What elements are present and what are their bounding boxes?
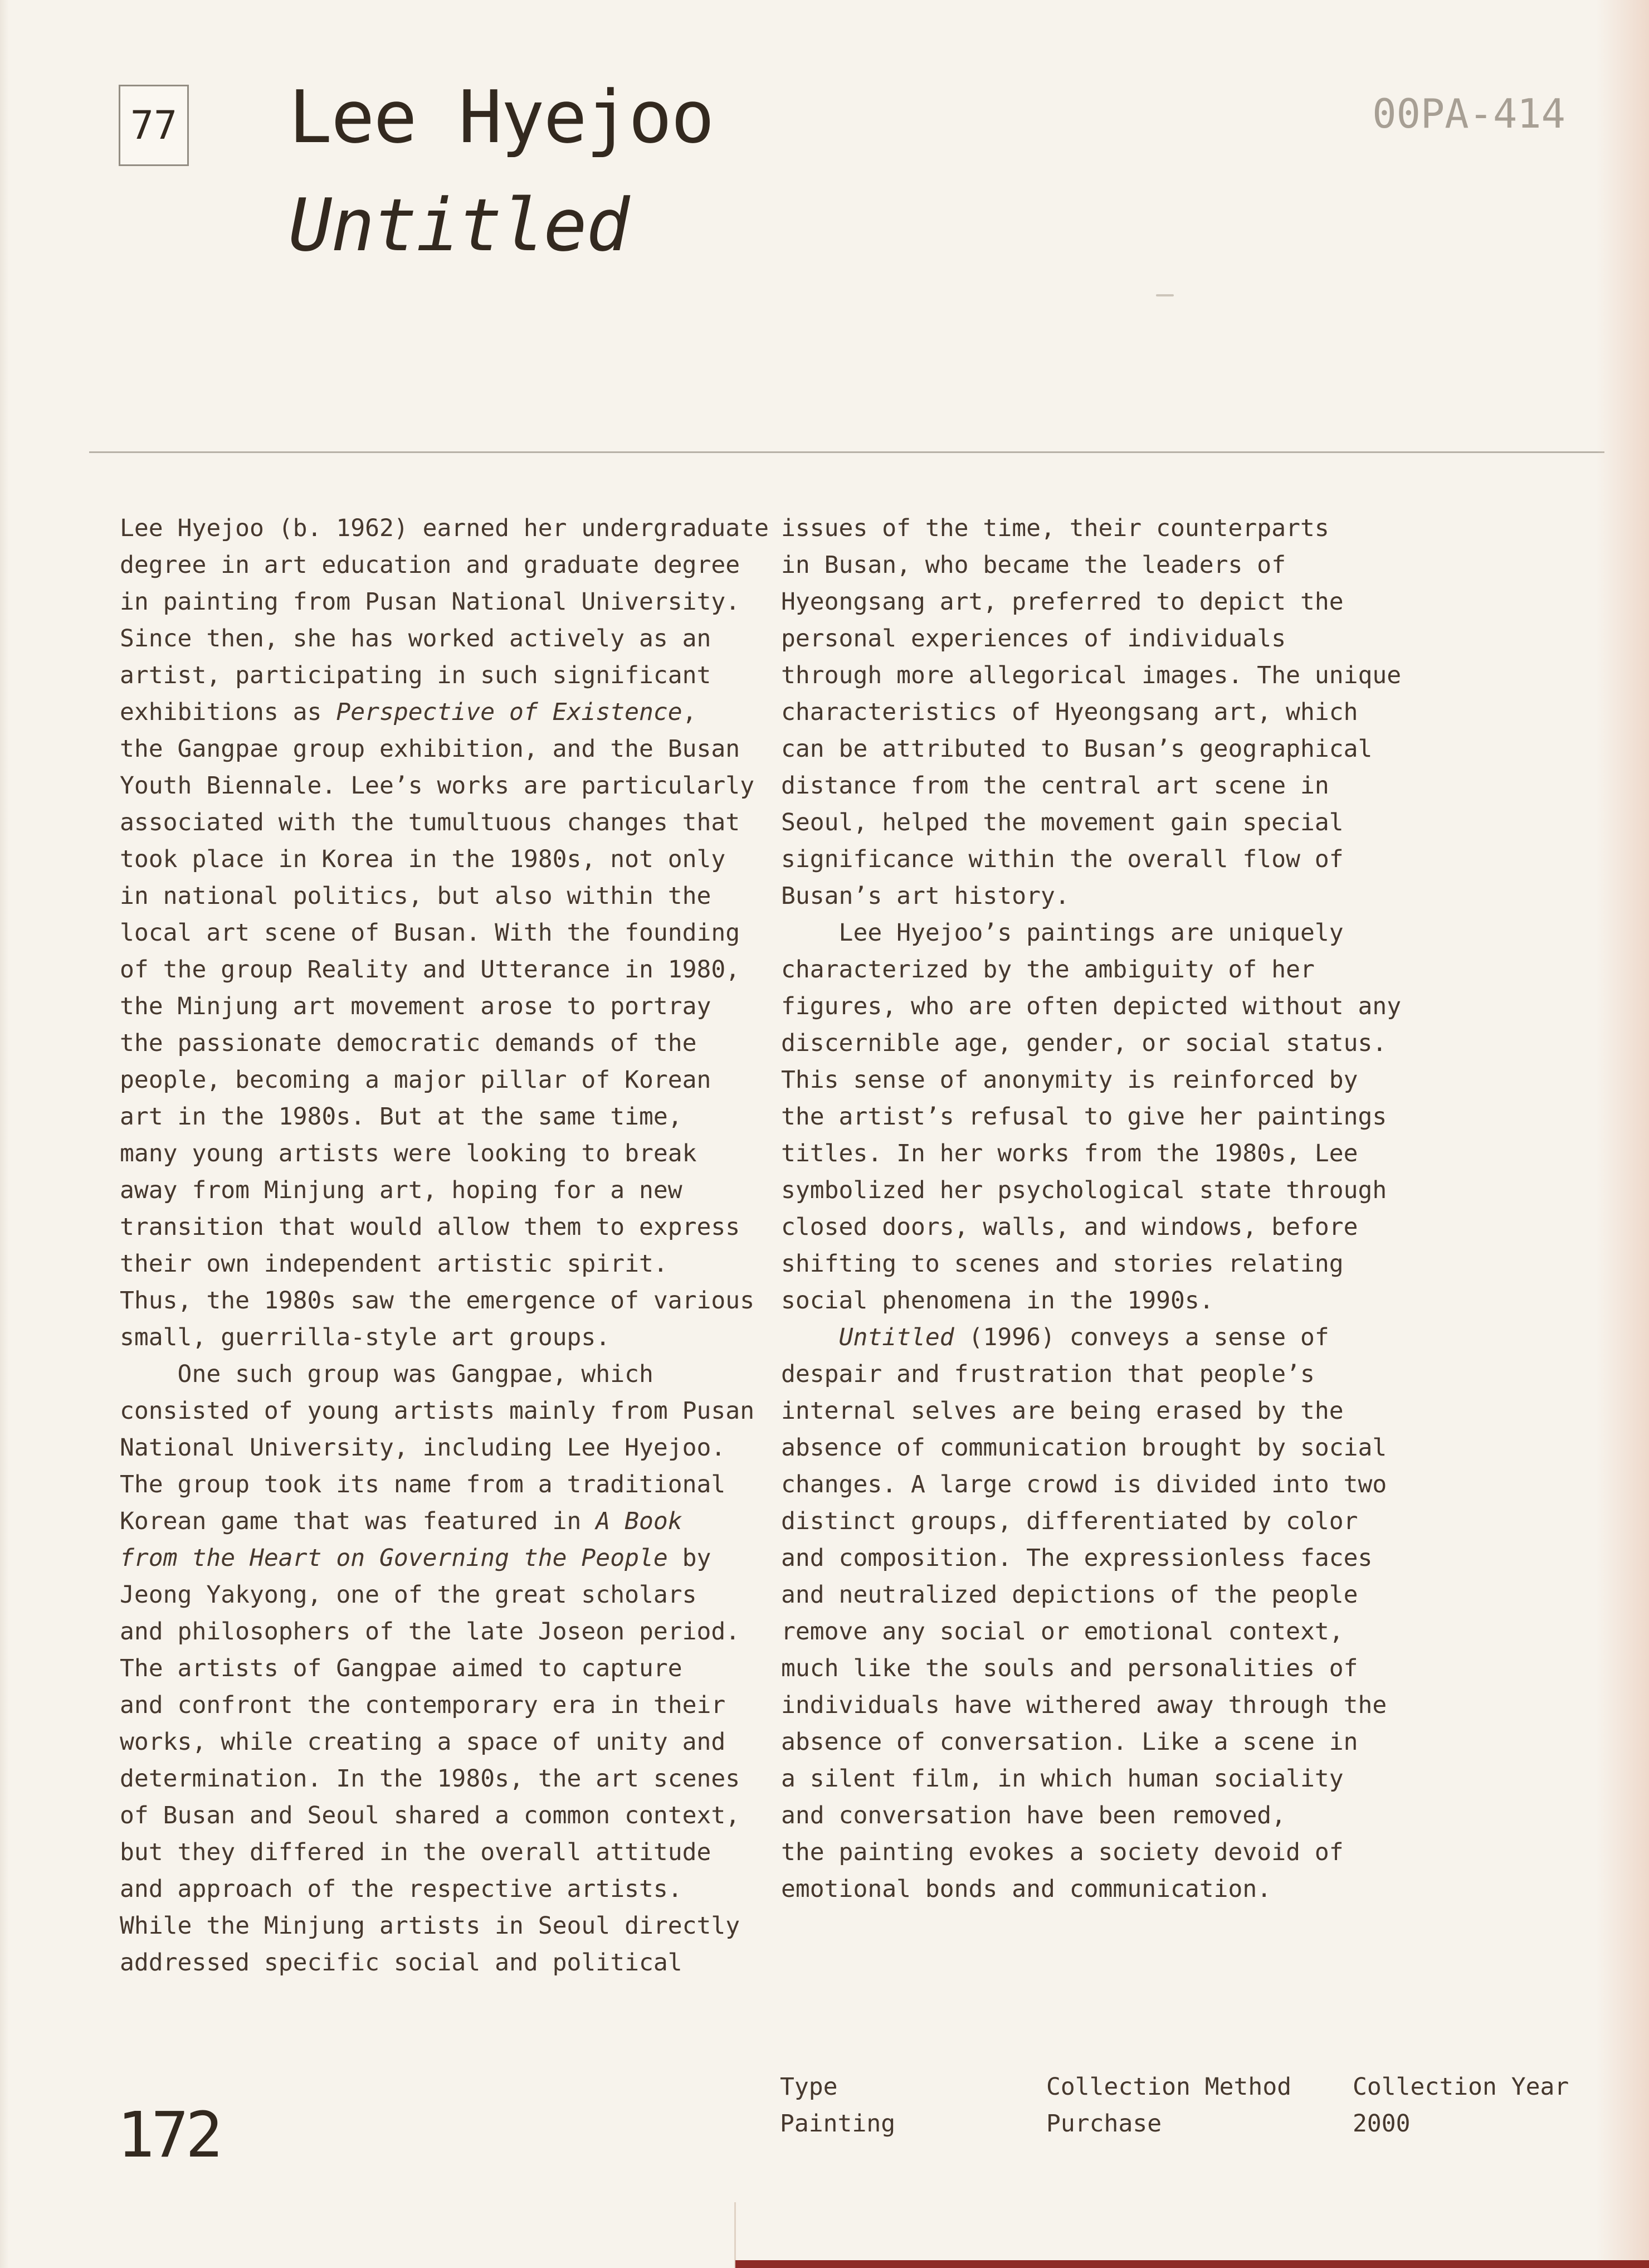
text-line: shifting to scenes and stories relating	[781, 1250, 1344, 1278]
text-line: National University, including Lee Hyejoo.	[120, 1434, 726, 1462]
text-line: symbolized her psychological state through	[781, 1176, 1387, 1204]
text-line: much like the souls and personalities of	[781, 1654, 1358, 1682]
metadata-collection-method-value: Purchase	[1046, 2110, 1162, 2138]
metadata-collection-method-label: Collection Method	[1046, 2073, 1292, 2101]
text-line: emotional bonds and communication.	[781, 1875, 1272, 1903]
text-line: Untitled (1996) conveys a sense of	[838, 1323, 1329, 1351]
text-line: consisted of young artists mainly from Pusan	[120, 1397, 755, 1425]
text-line: in national politics, but also within the	[120, 882, 711, 910]
essay-right-column	[781, 510, 1401, 1907]
essay-left-column	[120, 510, 769, 1981]
text-line: and conversation have been removed,	[781, 1802, 1286, 1829]
artist-name: Lee Hyejoo	[289, 75, 714, 159]
text-line: Hyeongsang art, preferred to depict the	[781, 588, 1344, 616]
page-number: 172	[117, 2099, 220, 2172]
text-line: remove any social or emotional context,	[781, 1618, 1344, 1646]
text-line: and neutralized depictions of the people	[781, 1581, 1358, 1609]
text-line: but they differed in the overall attitude	[120, 1838, 711, 1866]
text-line: through more allegorical images. The unique	[781, 661, 1402, 689]
page-right-edge-shading	[1596, 0, 1649, 2268]
scan-artifact-line	[734, 2202, 736, 2268]
book-cover-edge-bar	[735, 2260, 1649, 2268]
text-line: the Gangpae group exhibition, and the Busan	[120, 735, 740, 763]
text-line: addressed specific social and political	[120, 1949, 682, 1977]
scan-speck	[1156, 294, 1174, 296]
metadata-type-label: Type	[780, 2073, 838, 2101]
text-line: the passionate democratic demands of the	[120, 1029, 697, 1057]
text-line: transition that would allow them to express	[120, 1213, 740, 1241]
text-line: Korean game that was featured in A Book	[120, 1507, 682, 1535]
text-line: absence of communication brought by social	[781, 1434, 1387, 1462]
text-line: Lee Hyejoo (b. 1962) earned her undergraduate	[120, 514, 769, 542]
catalog-number-box	[119, 85, 189, 166]
artwork-title: Untitled	[289, 183, 629, 267]
metadata-type-value: Painting	[780, 2110, 896, 2138]
text-line: One such group was Gangpae, which	[120, 1360, 653, 1388]
text-line: characterized by the ambiguity of her	[781, 956, 1315, 984]
text-line: can be attributed to Busan’s geographical	[781, 735, 1373, 763]
text-line: Busan’s art history.	[781, 882, 1070, 910]
text-line: significance within the overall flow of	[781, 845, 1344, 873]
text-line: despair and frustration that people’s	[781, 1360, 1315, 1388]
text-line: took place in Korea in the 1980s, not only	[120, 845, 726, 873]
text-line: Lee Hyejoo’s paintings are uniquely	[781, 919, 1344, 947]
text-line: and philosophers of the late Joseon period.	[120, 1618, 740, 1646]
text-line: small, guerrilla-style art groups.	[120, 1323, 611, 1351]
text-line: The group took its name from a traditional	[120, 1471, 726, 1498]
text-line: individuals have withered away through the	[781, 1691, 1387, 1719]
text-line: art in the 1980s. But at the same time,	[120, 1103, 682, 1131]
text-line: degree in art education and graduate degree	[120, 551, 740, 579]
text-line: Since then, she has worked actively as an	[120, 625, 711, 653]
text-line: closed doors, walls, and windows, before	[781, 1213, 1358, 1241]
text-line: people, becoming a major pillar of Korean	[120, 1066, 711, 1094]
metadata-collection-year-value: 2000	[1353, 2110, 1411, 2138]
text-line: distinct groups, differentiated by color	[781, 1507, 1358, 1535]
text-line: works, while creating a space of unity and	[120, 1728, 726, 1756]
text-line: This sense of anonymity is reinforced by	[781, 1066, 1358, 1094]
metadata-collection-year-label: Collection Year	[1353, 2073, 1569, 2101]
text-line: away from Minjung art, hoping for a new	[120, 1176, 682, 1204]
page-left-edge-shading	[0, 0, 9, 2268]
text-line: personal experiences of individuals	[781, 625, 1286, 653]
text-line: internal selves are being erased by the	[781, 1397, 1344, 1425]
text-line: The artists of Gangpae aimed to capture	[120, 1654, 682, 1682]
text-line: their own independent artistic spirit.	[120, 1250, 668, 1278]
text-line: While the Minjung artists in Seoul directly	[120, 1912, 740, 1940]
text-line: Seoul, helped the movement gain special	[781, 809, 1344, 836]
text-line: in Busan, who became the leaders of	[781, 551, 1286, 579]
text-line: absence of conversation. Like a scene in	[781, 1728, 1358, 1756]
text-line: characteristics of Hyeongsang art, which	[781, 698, 1358, 726]
text-line: of the group Reality and Utterance in 1980,	[120, 956, 740, 984]
text-line: distance from the central art scene in	[781, 772, 1329, 800]
text-line: in painting from Pusan National University.	[120, 588, 740, 616]
text-line: a silent film, in which human sociality	[781, 1765, 1344, 1793]
text-line: many young artists were looking to break	[120, 1140, 697, 1167]
text-line: titles. In her works from the 1980s, Lee	[781, 1140, 1358, 1167]
text-line: the artist’s refusal to give her paintings	[781, 1103, 1387, 1131]
text-line: Thus, the 1980s saw the emergence of various	[120, 1287, 755, 1315]
text-line: exhibitions as Perspective of Existence,	[120, 698, 697, 726]
text-line: issues of the time, their counterparts	[781, 514, 1329, 542]
text-line: figures, who are often depicted without any	[781, 992, 1402, 1020]
text-line: changes. A large crowd is divided into two	[781, 1471, 1387, 1498]
text-line: Youth Biennale. Lee’s works are particularly	[120, 772, 755, 800]
text-line: of Busan and Seoul shared a common context,	[120, 1802, 740, 1829]
metadata-collection-year	[1353, 2069, 1569, 2142]
reference-code: 00PA-414	[1372, 90, 1565, 137]
text-line: Jeong Yakyong, one of the great scholars	[120, 1581, 697, 1609]
text-line: and composition. The expressionless faces	[781, 1544, 1373, 1572]
catalog-number: 77	[130, 103, 178, 148]
text-line: from the Heart on Governing the People by	[120, 1544, 711, 1572]
text-line: the painting evokes a society devoid of	[781, 1838, 1344, 1866]
metadata-collection-method	[1046, 2069, 1291, 2142]
text-line: social phenomena in the 1990s.	[781, 1287, 1214, 1315]
text-line: discernible age, gender, or social status.	[781, 1029, 1387, 1057]
text-line: artist, participating in such significant	[120, 661, 711, 689]
divider-rule	[89, 451, 1604, 453]
text-line: determination. In the 1980s, the art scenes	[120, 1765, 740, 1793]
text-line: associated with the tumultuous changes that	[120, 809, 740, 836]
metadata-type	[780, 2069, 895, 2142]
text-line: and approach of the respective artists.	[120, 1875, 682, 1903]
text-line: the Minjung art movement arose to portray	[120, 992, 711, 1020]
text-line: and confront the contemporary era in their	[120, 1691, 726, 1719]
text-line: local art scene of Busan. With the founding	[120, 919, 740, 947]
